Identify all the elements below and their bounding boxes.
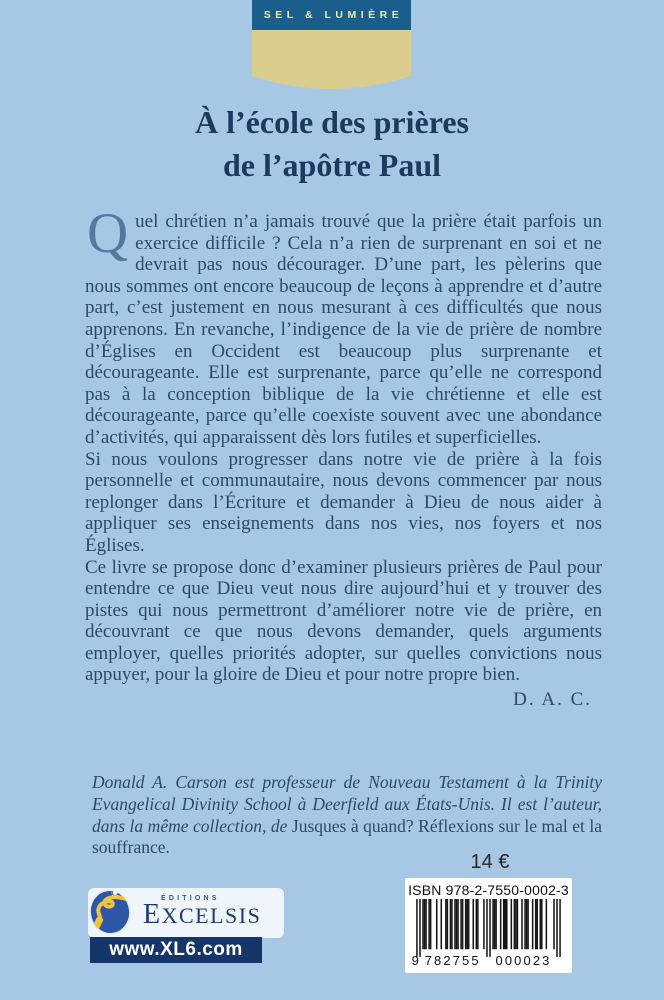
barcode-panel bbox=[405, 878, 572, 973]
editions-label: ÉDITIONS bbox=[161, 895, 220, 902]
sun-icon bbox=[111, 889, 119, 897]
book-title bbox=[0, 101, 664, 187]
book-title-line1: À l’école des prières bbox=[195, 104, 469, 140]
paragraph-1 bbox=[85, 202, 602, 449]
collection-name: SEL & LUMIÈRE bbox=[263, 9, 404, 21]
collection-banner bbox=[252, 0, 411, 30]
publisher-logo-panel bbox=[88, 888, 284, 938]
publisher-name: EXCELSIS bbox=[143, 899, 262, 930]
referenced-book-title: Jusques à quand? Réflexions sur le mal et la souffrance. bbox=[92, 815, 602, 858]
paragraph-1-text: uel chrétien n’a jamais trouvé que la prière était parfois un exercice difficile ? Cela n’a rien de surprenant en soi et ne devrait pas nous décourager. D’une part, les pèlerins que nous sommes ont encore beaucoup de leçons à apprendre et d’autre part, c’est justement en nous mesurant à ces difficultés que nous apprenons. En revanche, l’indigence de la vie de prière de nombre d’Églises en Occident est beaucoup plus surprenante et décourageante. Elle est surprenante, parce qu’elle ne correspond pas à la conception biblique de la vie chrétienne et elle est décourageante, parce qu’elle coexiste souvent avec une abondance d’activités, qui apparaissent dès lors futiles et superficielles. bbox=[85, 211, 602, 448]
paragraph-2: Si nous voulons progresser dans notre vie de prière à la fois personnelle et communautaire, nous devons commencer par nous replonger dans l’Écriture et demander à Dieu de nous aider à appliquer ses enseignements dans nos vies, nos foyers et nos Églises. bbox=[85, 448, 602, 556]
isbn-label: ISBN 978-2-7550-0002-3 bbox=[408, 882, 569, 898]
back-cover-text bbox=[85, 202, 602, 711]
author-bio bbox=[92, 772, 602, 859]
price: 14 € bbox=[470, 851, 510, 873]
paragraph-3: Ce livre se propose donc d’examiner plusieurs prières de Paul pour entendre ce que Dieu veut nous dire aujourd’hui et y trouver des pistes qui nous permettront d’améliorer notre vie de prière, en découvrant ce que nous devons demander, quels arguments employer, quelles priorités adopter, sur quelles convictions nous appuyer, pour la gloire de Dieu et pour notre propre bien. bbox=[85, 556, 602, 686]
publisher-website-bar bbox=[90, 937, 262, 963]
barcode-digits-left: 782755 bbox=[424, 953, 481, 966]
banner-ribbon-shape bbox=[252, 30, 411, 94]
dropcap-letter: Q bbox=[87, 202, 129, 265]
book-title-line2: de l’apôtre Paul bbox=[222, 147, 442, 183]
publisher-website: www.XL6.com bbox=[109, 939, 243, 960]
author-bio-italic: Donald A. Carson est professeur de Nouveau Testament à la Trinity Evangelical Divinity School à Deerfield aux États-Unis. Il est l’auteur, dans la même collection, de bbox=[92, 772, 602, 836]
author-initials: D. A. C. bbox=[513, 689, 592, 711]
barcode-bars bbox=[416, 899, 561, 957]
ean13-barcode bbox=[411, 899, 566, 966]
excelsis-globe-icon bbox=[88, 888, 134, 936]
barcode-digit-first: 9 bbox=[411, 953, 419, 966]
barcode-digits-right: 000023 bbox=[495, 953, 552, 966]
